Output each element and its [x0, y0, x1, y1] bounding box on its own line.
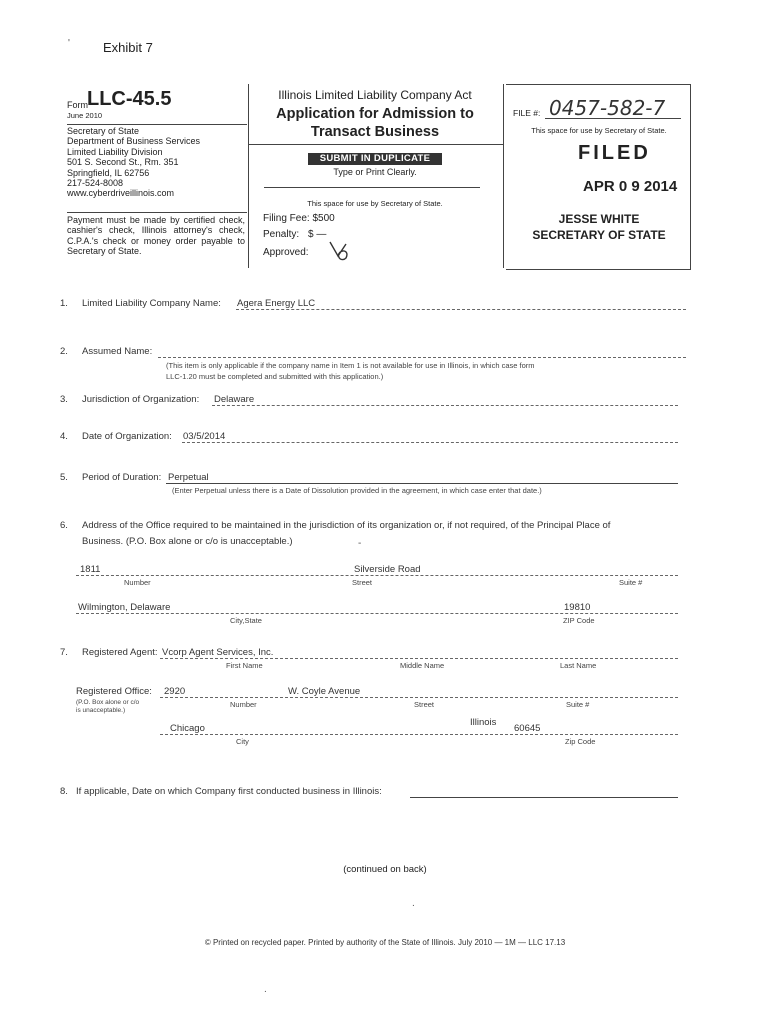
caption-city: City — [236, 737, 249, 746]
stray-mark: ' — [68, 38, 70, 49]
file-number-handwritten: 0457-582-7 — [549, 96, 666, 120]
assumed-name-note-line1: (This item is only applicable if the company name in Item 1 is not available for use in Illinois, in which case form — [166, 361, 535, 370]
secretary-office: SECRETARY OF STATE — [532, 228, 666, 242]
payment-note: Payment must be made by certified check, cashier's check, Illinois attorney's check, C.P.A.'s check or money order payable to Secretary of State. — [67, 215, 245, 257]
first-business-date-label: If applicable, Date on which Company first conducted business in Illinois: — [76, 786, 382, 797]
date-of-organization-line — [182, 442, 678, 443]
date-of-organization-value[interactable]: 03/5/2014 — [183, 431, 226, 442]
period-of-duration-value[interactable]: Perpetual — [168, 472, 209, 483]
application-title-line1: Application for Admission to — [276, 106, 474, 122]
space-note: This space for use by Secretary of State. — [307, 199, 443, 208]
submit-in-duplicate-banner: SUBMIT IN DUPLICATE — [308, 153, 442, 165]
item-number: 2. — [60, 346, 68, 357]
type-print-note: Type or Print Clearly. — [333, 167, 417, 177]
registered-office-city-line — [160, 734, 678, 735]
item-number: 8. — [60, 786, 68, 797]
caption-street: Street — [414, 700, 435, 709]
item-number: 7. — [60, 647, 68, 658]
office-address-label-line1: Address of the Office required to be maintained in the jurisdiction of its organization or, if not required, of the Principal Place of — [82, 520, 611, 531]
company-name-label: Limited Liability Company Name: — [82, 298, 221, 309]
office-address-line — [76, 575, 678, 576]
office-line: www.cyberdriveillinois.com — [67, 188, 175, 199]
application-title-line2: Transact Business — [310, 124, 440, 140]
stray-mark: . — [264, 984, 267, 995]
assumed-name-label: Assumed Name: — [82, 346, 153, 357]
caption-first-name: First Name — [226, 661, 263, 670]
approved-initial-mark — [326, 238, 354, 262]
filed-date: APR 0 9 2014 — [583, 178, 678, 195]
caption-middle-name: Middle Name — [400, 661, 445, 670]
registered-office-zip[interactable]: 60645 — [514, 723, 541, 734]
first-business-date-line[interactable] — [410, 797, 678, 798]
registered-office-note-line2: is unacceptable.) — [76, 707, 126, 714]
caption-zip: ZIP Code — [563, 616, 595, 625]
divider — [248, 144, 503, 145]
approved-label: Approved: — [263, 247, 309, 258]
divider — [67, 212, 247, 213]
office-line: Springfield, IL 62756 — [67, 167, 150, 178]
printing-note: © Printed on recycled paper. Printed by authority of the State of Illinois. July 2010 — 1M — LLC 17.13 — [204, 938, 566, 947]
company-name-line — [236, 309, 686, 310]
caption-number: Number — [124, 578, 151, 587]
office-line: 217-524-8008 — [67, 178, 124, 189]
file-number-label: FILE #: — [513, 108, 541, 118]
assumed-name-note-line2: LLC-1.20 must be completed and submitted with this application.) — [166, 372, 384, 381]
divider — [67, 124, 247, 125]
divider — [264, 187, 480, 188]
office-line: Department of Business Services — [67, 136, 201, 147]
office-line: Secretary of State — [67, 126, 140, 136]
item-number: 6. — [60, 520, 68, 531]
office-line: Limited Liability Division — [67, 146, 163, 157]
jurisdiction-line — [212, 405, 678, 406]
item-number: 4. — [60, 431, 68, 442]
registered-agent-label: Registered Agent: — [82, 647, 158, 658]
item-number: 5. — [60, 472, 68, 483]
item-number: 1. — [60, 298, 68, 309]
period-of-duration-line — [166, 483, 678, 484]
assumed-name-line[interactable] — [158, 357, 686, 358]
caption-last-name: Last Name — [560, 661, 597, 670]
jurisdiction-value[interactable]: Delaware — [214, 394, 255, 405]
office-address — [67, 126, 247, 199]
caption-street: Street — [352, 578, 373, 587]
registered-office-street[interactable]: W. Coyle Avenue — [288, 686, 361, 697]
registered-office-number[interactable]: 2920 — [164, 686, 186, 697]
form-code: LLC-45.5 — [87, 88, 172, 110]
office-city-line — [76, 613, 678, 614]
penalty-value: $ — — [308, 229, 327, 240]
divider — [545, 118, 681, 119]
office-number-value[interactable]: 1811 — [80, 564, 101, 575]
continued-note: (continued on back) — [343, 864, 427, 875]
form-word: Form — [67, 100, 88, 110]
caption-city-state: City,State — [230, 616, 262, 625]
office-line: 501 S. Second St., Rm. 351 — [67, 157, 179, 168]
jurisdiction-label: Jurisdiction of Organization: — [82, 394, 200, 405]
form-date: June 2010 — [67, 111, 103, 120]
caption-suite: Suite # — [619, 578, 643, 587]
office-address-label-line2: Business. (P.O. Box alone or c/o is unacceptable.) — [82, 536, 293, 547]
filing-fee: Filing Fee: $500 — [263, 213, 335, 224]
caption-suite: Suite # — [566, 700, 590, 709]
office-city-state-value[interactable]: Wilmington, Delaware — [78, 602, 171, 613]
item-number: 3. — [60, 394, 68, 405]
stray-mark: - — [358, 538, 362, 549]
company-name-value[interactable]: Agera Energy LLC — [237, 298, 316, 309]
registered-office-line — [160, 697, 678, 698]
act-title: Illinois Limited Liability Company Act — [278, 88, 472, 102]
office-street-value[interactable]: Silverside Road — [354, 564, 421, 575]
period-of-duration-note: (Enter Perpetual unless there is a Date of Dissolution provided in the agreement, in which case enter that date.) — [172, 486, 542, 495]
date-of-organization-label: Date of Organization: — [82, 431, 172, 442]
registered-office-state[interactable]: Illinois — [470, 717, 497, 728]
caption-zip-code: Zip Code — [565, 737, 596, 746]
office-zip-value[interactable]: 19810 — [564, 602, 591, 613]
registered-office-city[interactable]: Chicago — [170, 723, 205, 734]
stamp-space-note: This space for use by Secretary of State. — [531, 126, 667, 135]
period-of-duration-label: Period of Duration: — [82, 472, 162, 483]
caption-number: Number — [230, 700, 257, 709]
registered-office-note-line1: (P.O. Box alone or c/o — [76, 699, 140, 706]
penalty-label: Penalty: — [263, 229, 300, 240]
registered-agent-line — [160, 658, 678, 659]
form-id-block — [67, 88, 245, 120]
filed-stamp: FILED — [578, 142, 651, 164]
registered-office-label: Registered Office: — [76, 686, 152, 697]
exhibit-label: Exhibit 7 — [103, 40, 153, 55]
secretary-name: JESSE WHITE — [558, 212, 640, 226]
registered-agent-value[interactable]: Vcorp Agent Services, Inc. — [162, 647, 274, 658]
stray-mark: . — [412, 898, 415, 909]
